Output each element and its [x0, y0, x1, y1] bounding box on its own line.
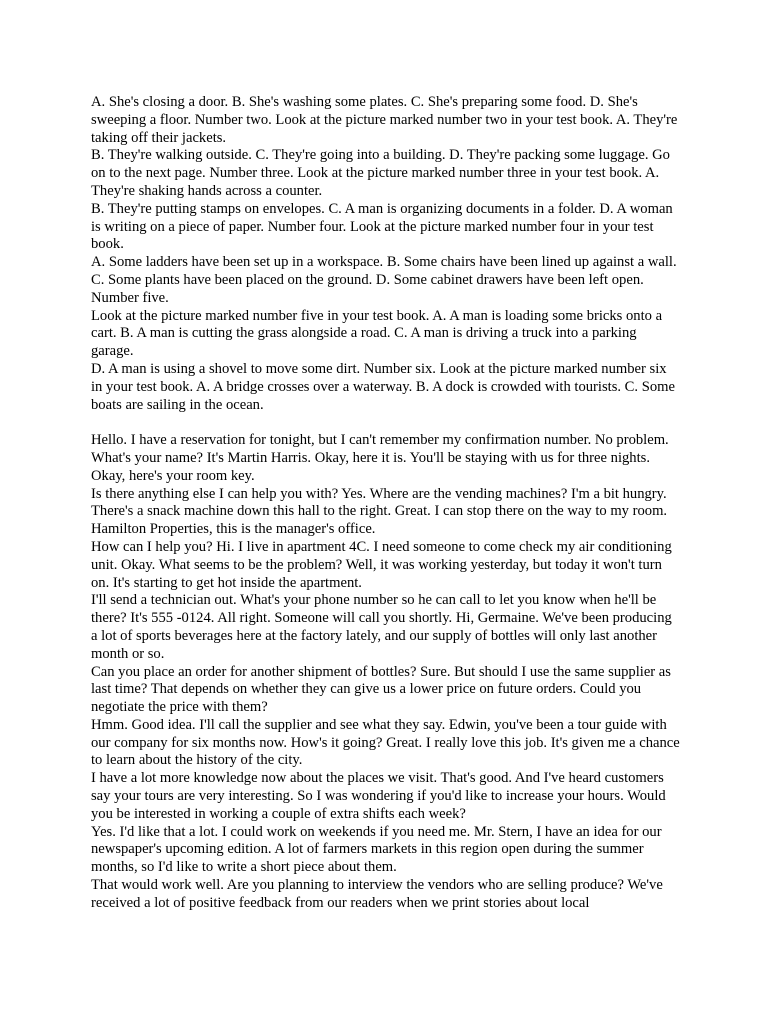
- paragraph: B. They're walking outside. C. They're going into a building. D. They're packing some luggage. Go on to the next page. Number three. Look at the picture marked number three in your test book. A. They're shaking hands across a counter.: [91, 147, 670, 199]
- section-one: [91, 94, 681, 414]
- paragraph: Hmm. Good idea. I'll call the supplier and see what they say. Edwin, you've been a tour guide with our company for six months now. How's it going? Great. I really love this job. It's given me a chance to learn about the history of the city.: [91, 716, 680, 769]
- paragraph: A. Some ladders have been set up in a workspace. B. Some chairs have been lined up against a wall. C. Some plants have been placed on the ground. D. Some cabinet drawers have been left open. Number five.: [91, 254, 677, 306]
- paragraph: Can you place an order for another shipment of bottles? Sure. But should I use the same supplier as last time? That depends on whether they can give us a lower price on future orders. Could you negotiate the price with them?: [91, 663, 671, 716]
- paragraph: I'll send a technician out. What's your phone number so he can call to let you know when he'll be there? It's 555 -0124. All right. Someone will call you shortly. Hi, Germaine. We've been producing a lot of sports beverages here at the factory lately, and our supply of bottles will only last another month or so.: [91, 592, 672, 662]
- document-page: [91, 94, 681, 913]
- paragraph: A. She's closing a door. B. She's washing some plates. C. She's preparing some food. D. She's sweeping a floor. Number two. Look at the picture marked number two in your test book. A. They're taking off their jackets.: [91, 94, 678, 146]
- section-two: [91, 432, 681, 913]
- paragraph: Yes. I'd like that a lot. I could work on weekends if you need me. Mr. Stern, I have an idea for our newspaper's upcoming edition. A lot of farmers markets in this region open during the summer months, so I'd like to write a short piece about them.: [91, 823, 662, 876]
- paragraph: Look at the picture marked number five in your test book. A. A man is loading some bricks onto a cart. B. A man is cutting the grass alongside a road. C. A man is driving a truck into a parking garage.: [91, 307, 663, 360]
- paragraph: That would work well. Are you planning to interview the vendors who are selling produce? We've received a lot of positive feedback from our readers when we print stories about local: [91, 877, 663, 911]
- paragraph: D. A man is using a shovel to move some dirt. Number six. Look at the picture marked number six in your test book. A. A bridge crosses over a waterway. B. A dock is crowded with tourists. C. Some boats are sailing in the ocean.: [91, 360, 675, 413]
- paragraph: I have a lot more knowledge now about the places we visit. That's good. And I've heard customers say your tours are very interesting. So I was wondering if you'd like to increase your hours. Would you be interested in working a couple of extra shifts each week?: [91, 770, 666, 822]
- section-spacer: [91, 414, 681, 432]
- paragraph: Is there anything else I can help you with? Yes. Where are the vending machines? I'm a bit hungry. There's a snack machine down this hall to the right. Great. I can stop there on the way to my room. Hamilton Properties, this is the manager's office.: [91, 485, 668, 538]
- paragraph: How can I help you? Hi. I live in apartment 4C. I need someone to come check my air conditioning unit. Okay. What seems to be the problem? Well, it was working yesterday, but today it won't turn on. It's starting to get hot inside the apartment.: [91, 538, 672, 591]
- paragraph: B. They're putting stamps on envelopes. C. A man is organizing documents in a folder. D. A woman is writing on a piece of paper. Number four. Look at the picture marked number four in your test book.: [91, 200, 673, 253]
- paragraph: Hello. I have a reservation for tonight, but I can't remember my confirmation number. No problem. What's your name? It's Martin Harris. Okay, here it is. You'll be staying with us for three nights. Okay, here's your room key.: [91, 432, 669, 484]
